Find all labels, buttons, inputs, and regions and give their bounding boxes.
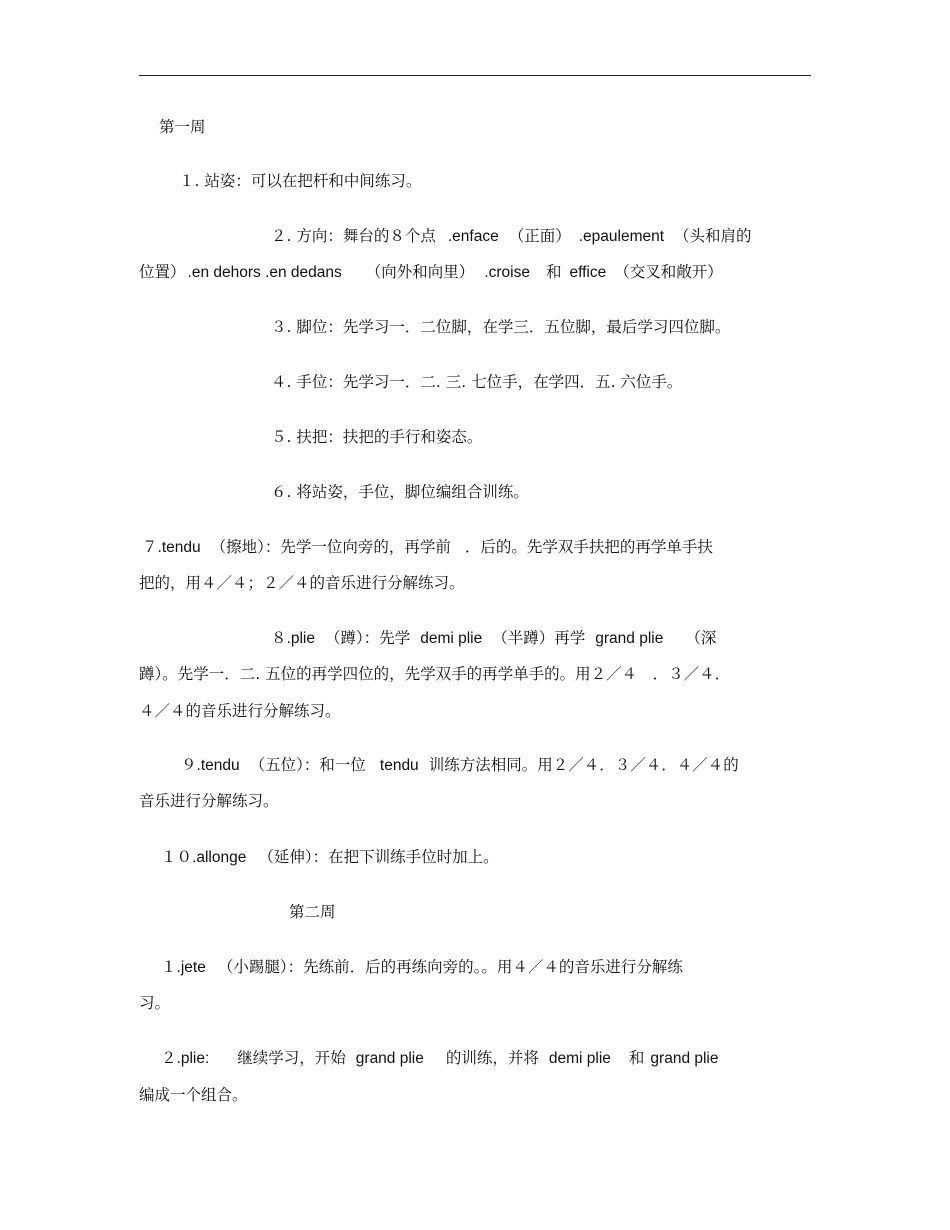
week1-item9-line1: ９.tendu （五位）：和一位 tendu 训练方法相同。用２／４．３／４．４／４的: [181, 756, 739, 774]
week2-item1-line1: １.jete （小踢腿）：先练前．后的再练向旁的。。用４／４的音乐进行分解练: [161, 958, 683, 976]
week1-item7-line1: ７.tendu （擦地）：先学一位向旁的，再学前 ．后的。先学双手扶把的再学单手扶: [142, 538, 713, 556]
header-rule: [139, 75, 811, 76]
week1-item6: ６. 将站姿，手位，脚位编组合训练。: [271, 483, 529, 501]
week1-item2-line1: ２. 方向：舞台的８个点 .enface （正面） .epaulement （头和肩的: [271, 227, 752, 245]
week1-item7-line2: 把的，用４／４；２／４的音乐进行分解练习。: [139, 574, 465, 592]
week1-item9-line2: 音乐进行分解练习。: [139, 792, 279, 810]
week1-heading: 第一周: [159, 118, 206, 136]
week2-item2-line2: 编成一个组合。: [139, 1086, 248, 1104]
week1-item8-line2: 蹲）。先学一．二. 五位的再学四位的，先学双手的再学单手的。用２／４ ．３／４．: [139, 665, 731, 683]
week1-item1: １. 站姿：可以在把杆和中间练习。: [179, 172, 422, 190]
week1-item8-line1: ８.plie （蹲）：先学 demi plie （半蹲）再学 grand plie （深: [271, 629, 717, 647]
week1-item2-line2: 位置） .en dehors .en dedans （向外和向里） .croise 和 effice （交叉和敞开）: [139, 263, 723, 281]
week1-item10: １０.allonge （延伸）：在把下训练手位时加上。: [161, 848, 499, 866]
week1-item3: ３. 脚位：先学习一．二位脚，在学三．五位脚，最后学习四位脚。: [271, 318, 731, 336]
week1-item8-line3: ４／４的音乐进行分解练习。: [139, 702, 341, 720]
week2-item2-line1: ２.plie: 继续学习，开始 grand plie 的训练，并将 demi plie 和 grand plie: [161, 1049, 719, 1067]
week1-item4: ４. 手位：先学习一．二. 三. 七位手，在学四．五. 六位手。: [271, 373, 683, 391]
week2-heading: 第二周: [289, 903, 336, 921]
week2-item1-line2: 习。: [139, 994, 171, 1012]
week1-item5: ５. 扶把：扶把的手行和姿态。: [271, 428, 483, 446]
